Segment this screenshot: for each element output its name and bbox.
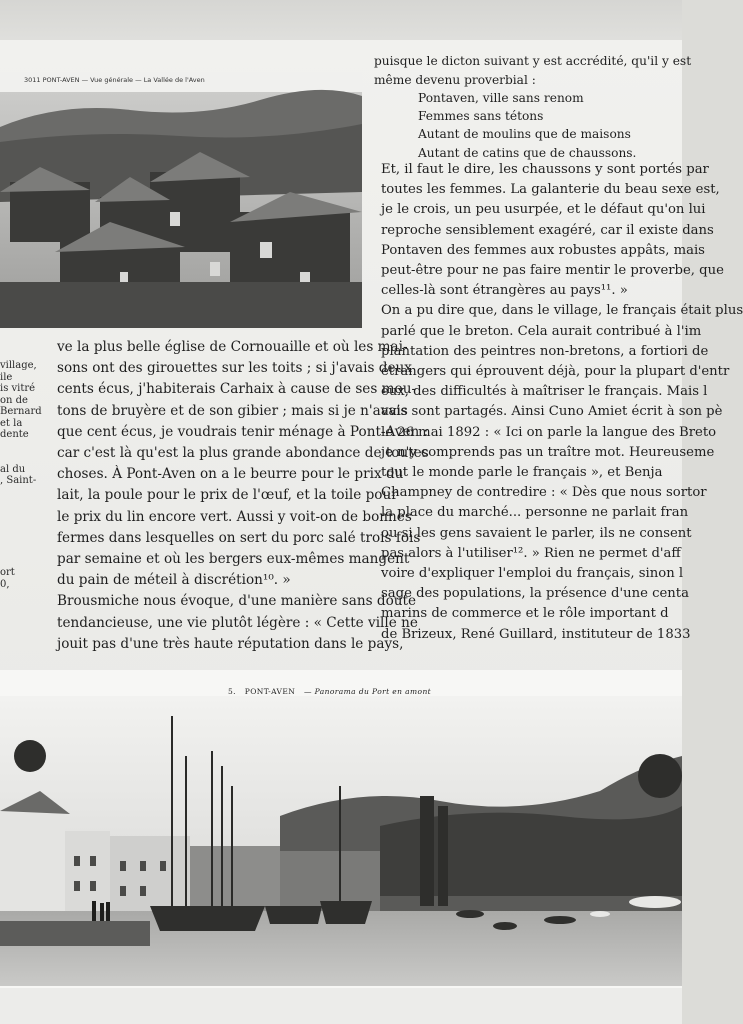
left-column-body	[57, 337, 429, 655]
text-line: de Brizeux, René Guillard, instituteur de 1833	[381, 626, 691, 642]
fragment-line: village,	[0, 360, 37, 371]
fragment-line: ile	[0, 371, 13, 383]
fragment-line: is vitré	[0, 383, 36, 394]
text-line: la place du marché... personne ne parlait fran	[381, 505, 689, 521]
text-line: peut-être pour ne pas faire mentir le proverbe, que	[381, 263, 724, 279]
fragment-line	[0, 544, 42, 556]
text-line: lait, la poule pour le prix de l'œuf, et la toile pour	[57, 487, 398, 504]
text-line: cents écus, j'habiterais Carhaix à cause de ses mou-	[57, 381, 417, 398]
text-line: même devenu proverbial :	[374, 72, 536, 87]
text-line: marins de commerce et le rôle important d	[381, 606, 669, 622]
text-line: je n'y comprends pas un traître mot. Heureuseme	[381, 444, 715, 460]
text-line: que cent écus, je voudrais tenir ménage à Pont-Aven :	[57, 423, 429, 440]
text-line: avis sont partagés. Ainsi Cuno Amiet écrit à son pè	[381, 404, 723, 420]
fragment-line: 0,	[0, 578, 10, 590]
text-line: sage des populations, la présence d'une centa	[381, 586, 689, 602]
village-photo	[0, 72, 362, 328]
text-line: plantation des peintres non-bretons, a fortiori de	[381, 343, 709, 359]
harbour-photo-caption	[228, 687, 431, 696]
fragment-line: et la	[0, 417, 23, 429]
fragment-line	[0, 510, 42, 522]
text-line: toutes les femmes. La galanterie du beau sexe est,	[381, 182, 720, 198]
top-photo-caption: 3011 PONT-AVEN — Vue générale — La Vallée de l'Aven	[24, 76, 205, 84]
fragment-line	[0, 533, 42, 545]
text-line: celles-là sont étrangères au pays¹¹. »	[381, 283, 628, 299]
text-line: Pontaven des femmes aux robustes appâts, mais	[381, 242, 705, 258]
poem-line: Pontaven, ville sans renom	[418, 91, 584, 105]
fragment-line: dente	[0, 429, 29, 440]
caption-number: 5.	[228, 687, 236, 696]
text-line: par semaine et où les bergers eux-mêmes mangent	[57, 551, 410, 568]
fragment-line	[0, 452, 42, 464]
fragment-line: on de	[0, 394, 28, 406]
text-line: Champney de contredire : « Dès que nous sortor	[381, 485, 707, 501]
text-line: tons de bruyère et de son gibier ; mais si je n'avais	[57, 402, 408, 419]
harbour-photo	[0, 696, 682, 986]
poem-line: Femmes sans tétons	[418, 109, 544, 124]
text-line: étrangers qui éprouvent déjà, pour la plupart d'entr	[381, 364, 730, 380]
left-column-fragment	[0, 360, 42, 590]
text-line: le prix du lin encore vert. Aussi y voit-on de bonnes	[57, 508, 412, 525]
fragment-line	[0, 556, 42, 568]
text-line: voire d'expliquer l'emploi du français, sinon l	[381, 566, 684, 582]
right-column-intro	[374, 52, 692, 162]
text-line: sons ont des girouettes sur les toits ; si j'avais deux	[57, 360, 412, 377]
fragment-line: ort	[0, 567, 15, 578]
harbour-photo-graphic	[0, 696, 682, 986]
village-photo-graphic	[0, 72, 362, 328]
fragment-line: al du	[0, 463, 26, 475]
text-line: du pain de méteil à discrétion¹⁰. »	[57, 572, 291, 589]
fragment-line	[0, 498, 42, 510]
text-line: puisque le dicton suivant y est accrédité, qu'il y est	[374, 54, 692, 68]
fragment-line: Bernard	[0, 406, 42, 417]
text-line: tout le monde parle le français », et Benja	[381, 465, 663, 481]
fragment-line: , Saint-	[0, 475, 37, 486]
text-line: jouit pas d'une très haute réputation dans le pays,	[57, 635, 404, 652]
text-line: tendancieuse, une vie plutôt légère : « Cette ville ne	[57, 614, 418, 631]
fragment-line	[0, 521, 42, 533]
fragment-line	[0, 487, 42, 499]
page-bottom-edge	[0, 988, 682, 1024]
text-line: ve la plus belle église de Cornouaille et où les mai-	[57, 339, 408, 355]
fragment-line	[0, 441, 42, 453]
text-line: eux, des difficultés à maîtriser le français. Mais l	[381, 384, 708, 400]
text-line: Et, il faut le dire, les chaussons y sont portés par	[381, 162, 709, 177]
text-line: parlé que le breton. Cela aurait contribué à l'im	[381, 323, 702, 339]
text-line: reproche sensiblement exagéré, car il existe dans	[381, 222, 714, 238]
poem-line: Autant de moulins que de maisons	[418, 127, 631, 142]
text-line: Brousmiche nous évoque, d'une manière sans doute	[57, 593, 417, 610]
text-line: le 26 mai 1892 : « Ici on parle la langue des Breto	[381, 424, 717, 440]
caption-description: — Panorama du Port en amont	[304, 687, 432, 696]
proverb-poem	[374, 89, 680, 162]
caption-place: PONT-AVEN	[244, 687, 296, 696]
right-column-body	[381, 160, 743, 645]
text-line: car c'est là qu'est la plus grande abondance de toutes	[57, 445, 429, 462]
text-line: ou si les gens savaient le parler, ils ne consent	[381, 525, 692, 541]
text-line: choses. À Pont-Aven on a le beurre pour le prix du	[57, 466, 404, 483]
text-line: je le crois, un peu usurpée, et le défaut qu'on lui	[381, 202, 706, 218]
text-line: fermes dans lesquelles on sert du porc salé trois fois	[57, 529, 421, 546]
poem-line: Autant de catins que de chaussons.	[418, 145, 637, 160]
text-line: On a pu dire que, dans le village, le français était plus	[381, 303, 743, 319]
text-line: pas alors à l'utiliser¹². » Rien ne permet d'aff	[381, 545, 681, 561]
